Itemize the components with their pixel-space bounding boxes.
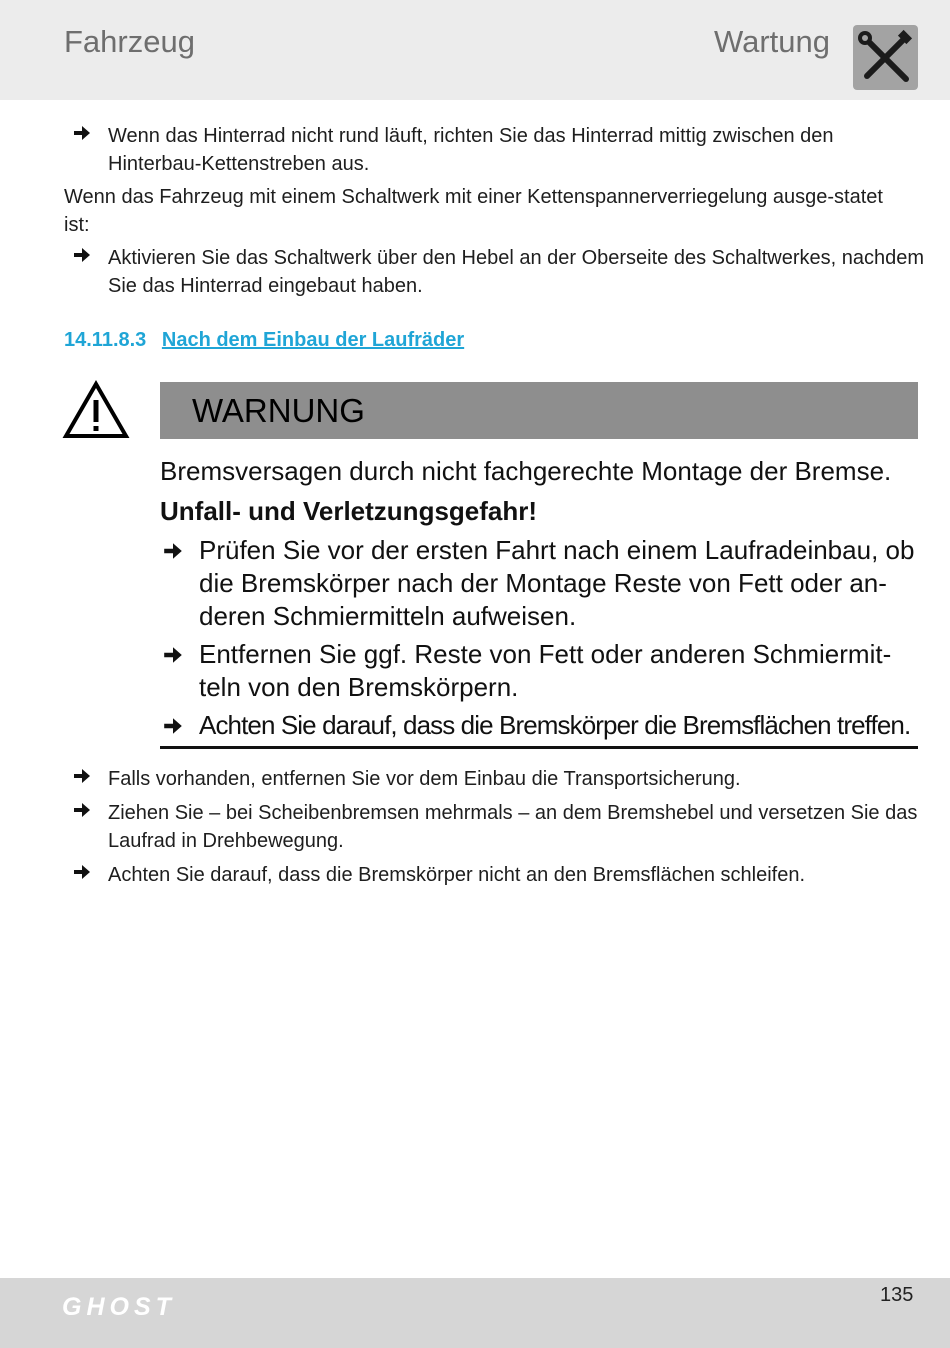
svg-text:GHOST: GHOST	[62, 1293, 176, 1319]
ghost-logo	[60, 1293, 220, 1319]
warning-step-text: Achten Sie darauf, dass die Bremskörper die Bremsflächen treffen.	[199, 710, 911, 740]
arrow-right-icon	[72, 123, 92, 143]
section-number: 14.11.8.3	[64, 329, 147, 351]
paragraph: Wenn das Fahrzeug mit einem Schaltwerk mit einer Kettenspannerverriegelung ausge-statet ist:	[64, 186, 883, 236]
warning-cause: Bremsversagen durch nicht fachgerechte Montage der Bremse.	[160, 456, 892, 486]
list-item-text: Wenn das Hinterrad nicht rund läuft, richten Sie das Hinterrad mittig zwischen den Hinterbau-Kettenstreben aus.	[108, 125, 834, 175]
warning-banner	[160, 382, 918, 439]
warning-title: WARNUNG	[192, 392, 365, 429]
arrow-right-icon	[72, 766, 92, 786]
section-title-link[interactable]: Nach dem Einbau der Laufräder	[161, 329, 465, 351]
arrow-right-icon	[162, 644, 184, 666]
warning-triangle-icon	[62, 380, 130, 440]
section-category-title: Wartung	[713, 24, 830, 59]
warning-danger: Unfall- und Verletzungsgefahr!	[160, 496, 538, 526]
arrow-right-icon	[162, 715, 184, 737]
chapter-title: Fahrzeug	[64, 24, 195, 59]
list-item-text: Falls vorhanden, entfernen Sie vor dem Einbau die Transportsicherung.	[108, 768, 741, 790]
arrow-right-icon	[162, 540, 184, 562]
warning-step-text: Entfernen Sie ggf. Reste von Fett oder anderen Schmiermit-teln von den Bremskörpern.	[199, 639, 892, 702]
list-item-text: Ziehen Sie – bei Scheibenbremsen mehrmals – an dem Bremshebel und versetzen Sie das Laufrad in Drehbewegung.	[108, 802, 918, 852]
page-number: 135	[880, 1284, 914, 1306]
section-heading[interactable]	[64, 329, 464, 352]
arrow-right-icon	[72, 245, 92, 265]
list-item-text: Achten Sie darauf, dass die Bremskörper nicht an den Bremsflächen schleifen.	[108, 864, 806, 886]
warning-divider	[160, 746, 918, 749]
list-item-text: Aktivieren Sie das Schaltwerk über den Hebel an der Oberseite des Schaltwerkes, nachdem Sie das Hinterrad eingebaut haben.	[108, 247, 924, 297]
warning-step-text: Prüfen Sie vor der ersten Fahrt nach einem Laufradeinbau, ob die Bremskörper nach der Montage Reste von Fett oder an-deren Schmiermitteln aufweisen.	[199, 535, 915, 631]
wrench-screwdriver-icon	[853, 25, 918, 90]
page-footer	[0, 1278, 950, 1348]
page-header	[0, 0, 950, 100]
arrow-right-icon	[72, 800, 92, 820]
arrow-right-icon	[72, 862, 92, 882]
